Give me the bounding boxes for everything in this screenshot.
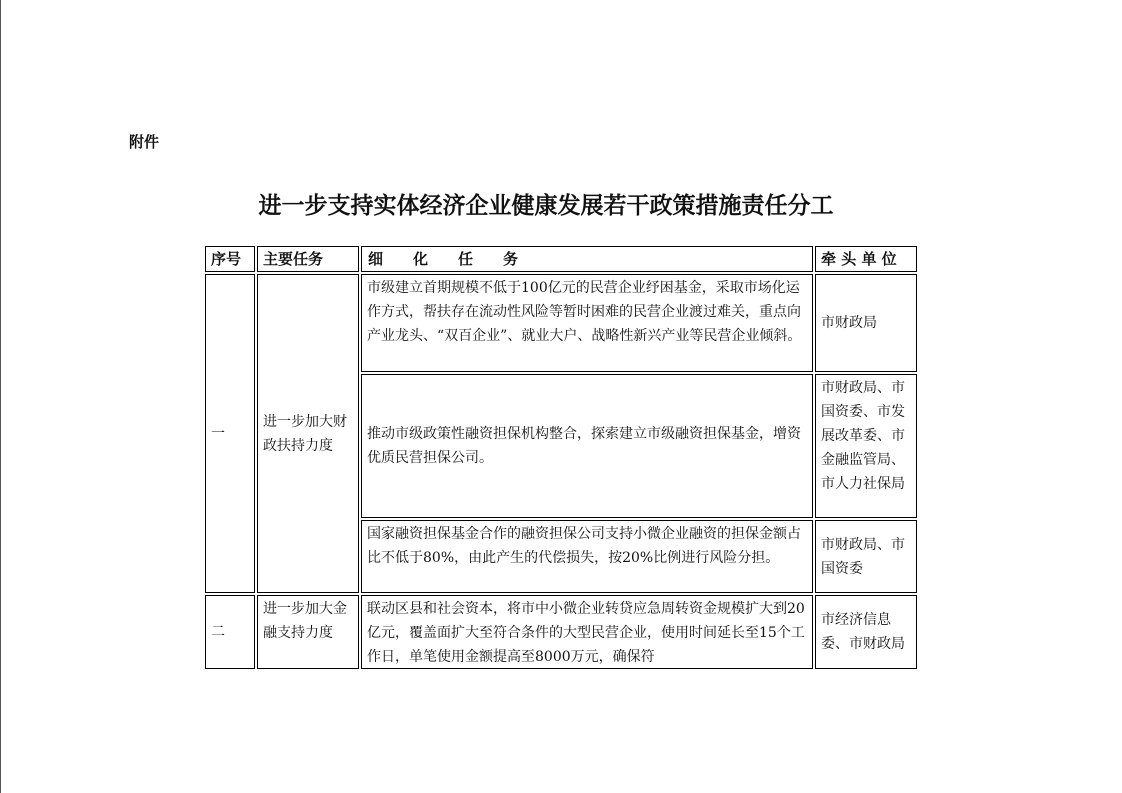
group-1-row-1-detail: 市级建立首期规模不低于100亿元的民营企业纾困基金，采取市场化运作方式，帮扶存在流动性风险等暂时困难的民营企业渡过难关，重点向产业龙头、“双百企业”、就业大户、战略性新兴产业等民营企业倾斜。 <box>361 274 813 372</box>
attachment-label: 附件 <box>129 133 160 151</box>
group-1-no: 一 <box>205 274 255 593</box>
group-1-row-2-lead: 市财政局、市国资委、市发展改革委、市金融监管局、市人力社保局 <box>815 374 917 518</box>
group-1-row-3-detail: 国家融资担保基金合作的融资担保公司支持小微企业融资的担保金额占比不低于80%，由此产生的代偿损失，按20%比例进行风险分担。 <box>361 520 813 593</box>
header-no: 序号 <box>205 246 255 272</box>
group-2-no: 二 <box>205 595 255 669</box>
group-1-main-task: 进一步加大财政扶持力度 <box>257 274 359 593</box>
document-title: 进一步支持实体经济企业健康发展若干政策措施责任分工 <box>258 193 834 219</box>
header-lead-unit: 牵 头 单 位 <box>815 246 917 272</box>
group-1-row-3-lead: 市财政局、市国资委 <box>815 520 917 593</box>
group-1-row-2-detail: 推动市级政策性融资担保机构整合，探索建立市级融资担保基金，增资优质民营担保公司。 <box>361 374 813 518</box>
group-1-row-1-lead: 市财政局 <box>815 274 917 372</box>
group-2-main-task: 进一步加大金融支持力度 <box>257 595 359 669</box>
header-detail-task: 细 化 任 务 <box>361 246 813 272</box>
page-edge <box>0 0 1 793</box>
header-main-task: 主要任务 <box>257 246 359 272</box>
group-2-row-1-lead: 市经济信息委、市财政局 <box>815 595 917 669</box>
group-2-row-1-detail: 联动区县和社会资本，将市中小微企业转贷应急周转资金规模扩大到20亿元，覆盖面扩大至符合条件的大型民营企业，使用时间延长至15个工作日，单笔使用金额提高至8000万元，确保符 <box>361 595 813 669</box>
